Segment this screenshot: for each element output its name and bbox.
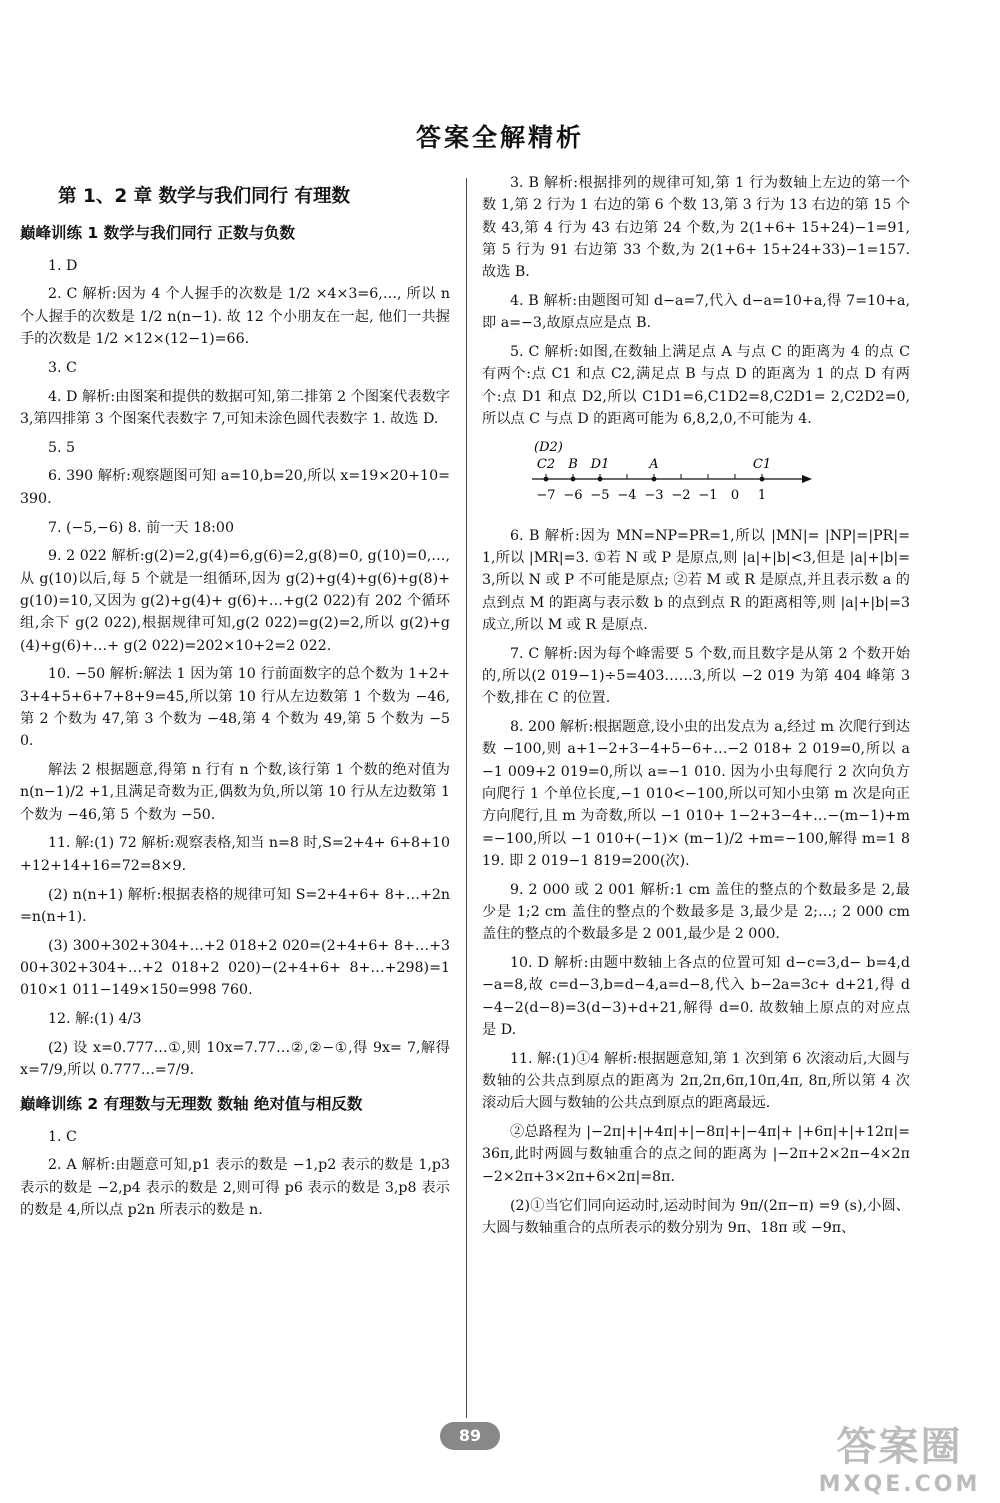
axis-tick-label: 1: [757, 487, 767, 503]
axis-tick-label: −4: [617, 487, 637, 503]
axis-point-label: C1: [752, 456, 772, 472]
answer-item: 3. B 解析:根据排列的规律可知,第 1 行为数轴上左边的第一个数 1,第 2 行为 1 右边的第 6 个数 13,第 3 行为 13 右边的第 15 个数 43,第 4 行为 43 右边第 24 个数,为 2(1+6+ 15+24)−1=91,第 5 行为 91 右边第 33 个数,为 2(1+6+ 15+24+33)−1=157. 故选 B.: [482, 175, 910, 281]
answer-item: (2) n(n+1) 解析:根据表格的规律可知 S=2+4+6+ 8+…+2n=n(n+1).: [20, 886, 450, 925]
answer-item: 7. C 解析:因为每个峰需要 5 个数,而且数字是从第 2 个数开始的,所以(2 019−1)÷5=403……3,所以 −2 019 为第 404 峰第 3 个数,排在 C 的位置.: [482, 645, 910, 707]
axis-top-label: (D2): [534, 439, 563, 455]
answer-item: 5. C 解析:如图,在数轴上满足点 A 与点 C 的距离为 4 的点 C 有两个:点 C1 和点 C2,满足点 B 与点 D 的距离为 1 的点 D 有两个:点 D1 和点 D2,所以 C1D1=6,C1D2=8,C2D1= 2,C2D2=0,所以点 C 与点 D 的距离可能为 6,8,2,0,不可能为 4.: [482, 344, 910, 427]
answer-item: 4. D 解析:由图案和提供的数据可知,第二排第 2 个图案代表数字 3,第四排第 3 个图案代表数字 7,可知未涂色圆代表数字 1. 故选 D.: [20, 388, 450, 427]
answer-item: 9. 2 000 或 2 001 解析:1 cm 盖住的整点的个数最多是 2,最少是 1;2 cm 盖住的整点的个数最多是 3,最少是 2;…; 2 000 cm 盖住的整点的个数最多是 2 001,最少是 2 000.: [482, 881, 910, 943]
watermark-top: 答案圈: [836, 1424, 963, 1470]
answer-item: 9. 2 022 解析:g(2)=2,g(4)=6,g(6)=2,g(8)=0, g(10)=0,…,从 g(10)以后,每 5 个就是一组循环,因为 g(2)+g(4)+g(6)+g(8)+g(10)=10,又因为 g(2)+g(4)+ g(6)+…+g(2 022)有 202 个循环组,余下 g(2 022),根据规律可知,g(2 022)=g(2)=2,所以 g(2)+g(4)+g(6)+…+ g(2 022)=202×10+2=2 022.: [20, 548, 450, 654]
number-line-figure: [532, 437, 812, 515]
axis-point: [652, 476, 657, 481]
answer-item: 11. 解:(1) 72 解析:观察表格,知当 n=8 时,S=2+4+ 6+8+10+12+14+16=72=8×9.: [20, 835, 450, 874]
answer-item: 6. B 解析:因为 MN=NP=PR=1,所以 |MN|= |NP|=|PR|=1,所以 |MR|=3. ①若 N 或 P 是原点,则 |a|+|b|<3,但是 |a|+|b|=3,所以 N 或 P 不可能是原点; ②若 M 或 R 是原点,并且表示数 a 的点到点 M 的距离与表示数 b 的点到点 R 的距离相等,则 |a|+|b|=3 成立,所以 M 或 R 是原点.: [482, 527, 910, 633]
watermark-bottom: MXQE.COM: [818, 1472, 981, 1497]
answer-item: 11. 解:(1)①4 解析:根据题意知,第 1 次到第 6 次滚动后,大圆与数轴的公共点到原点的距离为 2π,2π,6π,10π,4π, 8π,所以第 4 次滚动后大圆与数轴的公共点到原点的距离最远.: [482, 1050, 910, 1112]
axis-tick-label: −3: [644, 487, 664, 503]
answer-item: 2. A 解析:由题意可知,p1 表示的数是 −1,p2 表示的数是 1,p3 表示的数是 −2,p4 表示的数是 2,则可得 p6 表示的数是 3,p8 表示的数是 4,所以点 p2n 所表示的数是 n.: [20, 1157, 450, 1219]
answer-item: ②总路程为 |−2π|+|+4π|+|−8π|+|−4π|+ |+6π|+|+12π|=36π,此时两圆与数轴重合的点之间的距离为 |−2π+2×2π−4×2π−2×2π+3×2π+6×2π|=8π.: [482, 1124, 910, 1185]
axis-point-label: C2: [536, 456, 556, 472]
answer-item: (3) 300+302+304+…+2 018+2 020=(2+4+6+ 8+…+300+302+304+…+2 018+2 020)−(2+4+6+ 8+…+298)=1 010×1 011−149×150=998 760.: [20, 937, 450, 999]
answer-item: 12. 解:(1) 4/3: [48, 1011, 142, 1027]
axis-tick-label: −1: [698, 487, 718, 503]
answer-item: 3. C: [48, 359, 77, 376]
axis-point: [760, 476, 765, 481]
answer-item: 2. C 解析:因为 4 个人握手的次数是 1/2 ×4×3=6,…, 所以 n 个人握手的次数是 1/2 n(n−1). 故 12 个小朋友在一起, 他们一共握手的次数是 1/2 ×12×(12−1)=66.: [20, 286, 450, 347]
answer-item: 8. 200 解析:根据题意,设小虫的出发点为 a,经过 m 次爬行到达数 −100,则 a+1−2+3−4+5−6+…−2 018+ 2 019=0,所以 a−1 009+2 019=0,所以 a=−1 010. 因为小虫每爬行 2 次向负方向爬行 1 个单位长度,−1 010<−100,所以可知小虫第 m 次是向正方向爬行,且 m 为奇数,所以 −1 010+ 1−2+3−4+…−(m−1)+m=−100,所以 −1 010+(−1)× (m−1)/2 +m=−100,解得 m=1 819. 即 2 019−1 819=200(次).: [482, 719, 910, 869]
answer-item: 7. (−5,−6) 8. 前一天 18:00: [48, 519, 234, 536]
answer-item: 1. D: [48, 257, 78, 274]
answer-item: 10. D 解析:由题中数轴上各点的位置可知 d−c=3,d− b=4,d−a=8,故 c=d−3,b=d−4,a=d−8,代入 b−2a=3c+ d+21,得 d−4−2(d−8)=3(d−3)+d+21,解得 d=0. 故数轴上原点的对应点是 D.: [482, 955, 910, 1038]
right-column: [482, 172, 910, 1246]
left-column: [20, 180, 450, 1228]
axis-tick-label: −7: [536, 487, 556, 503]
axis-point-label: D1: [590, 456, 610, 472]
page-number: 89: [440, 1422, 500, 1450]
axis-point: [598, 476, 603, 481]
axis-tick-label: −5: [590, 487, 610, 503]
answer-item: 1. C: [48, 1128, 77, 1145]
answer-item: 解法 2 根据题意,得第 n 行有 n 个数,该行第 1 个数的绝对值为 n(n−1)/2 +1,且满足奇数为正,偶数为负,所以第 10 行从左边数第 1 个数为 −46,第 5 个数为 −50.: [20, 762, 450, 823]
page-title: 答案全解精析: [415, 123, 584, 152]
axis-arrow: [802, 475, 812, 483]
axis-point: [544, 476, 549, 481]
answer-item: 10. −50 解析:解法 1 因为第 10 行前面数字的总个数为 1+2+3+4+5+6+7+8+9=45,所以第 10 行从左边数第 1 个数为 −46,第 2 个数为 47,第 3 个数为 −48,第 4 个数为 49,第 5 个数为 −50.: [20, 666, 450, 750]
answer-item: 4. B 解析:由题图可知 d−a=7,代入 d−a=10+a,得 7=10+a,即 a=−3,故原点应是点 B.: [482, 292, 910, 332]
watermark-logo: [807, 1415, 992, 1497]
axis-tick-label: −6: [563, 487, 583, 503]
axis-point-label: B: [568, 456, 578, 472]
axis-points: [537, 457, 771, 481]
axis-tick-label: −2: [671, 487, 691, 503]
column-divider: [466, 178, 467, 1418]
answer-item: (2) 设 x=0.777…①,则 10x=7.77…②,②−①,得 9x= 7,解得 x=7/9,所以 0.777…=7/9.: [20, 1039, 450, 1079]
section-heading-1: 巅峰训练 1 数学与我们同行 正数与负数: [20, 224, 295, 243]
answer-item: (2)①当它们同向运动时,运动时间为 9π/(2π−π) =9 (s),小圆、大圆与数轴重合的点所表示的数分别为 9π、18π 或 −9π、: [482, 1197, 910, 1236]
answer-item: 6. 390 解析:观察题图可知 a=10,b=20,所以 x=19×20+10=390.: [20, 468, 450, 507]
axis-point: [571, 476, 576, 481]
axis-tick-label: 0: [730, 487, 740, 503]
axis-point-label: A: [649, 456, 659, 472]
answer-item: 5. 5: [48, 439, 76, 456]
section-heading-2: 巅峰训练 2 有理数与无理数 数轴 绝对值与相反数: [20, 1095, 363, 1114]
chapter-heading: 第 1、2 章 数学与我们同行 有理数: [58, 186, 351, 207]
